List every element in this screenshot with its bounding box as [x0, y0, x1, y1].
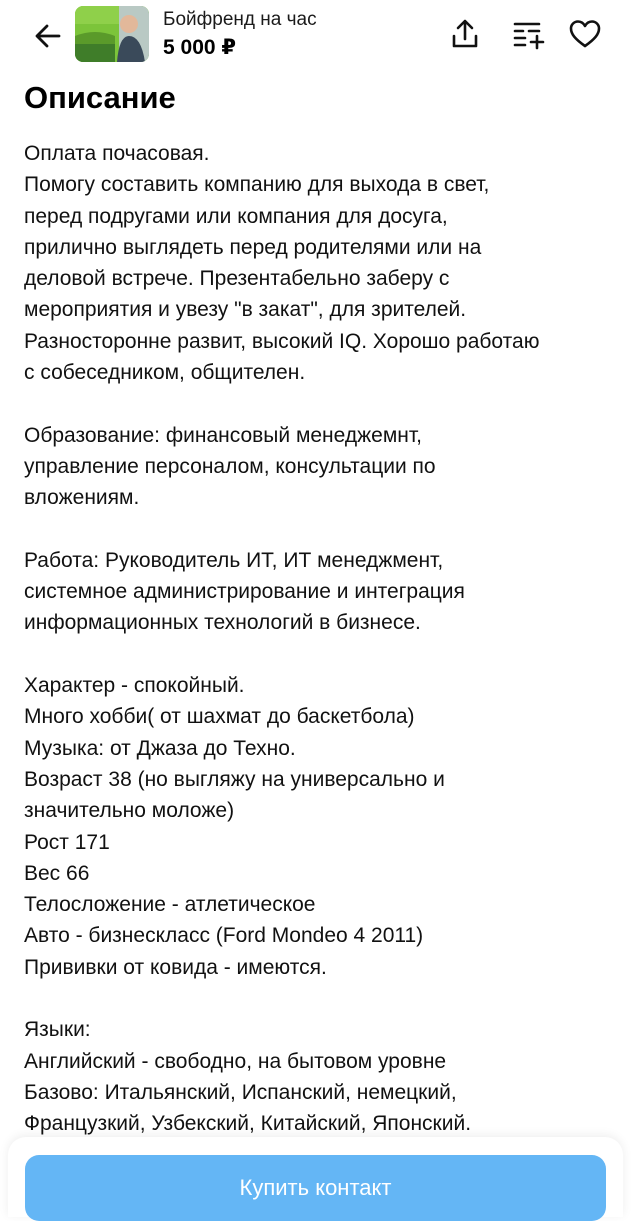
description-line: прилично выглядеть перед родителями или на — [24, 235, 482, 259]
description-line: Прививки от ковида - имеются. — [24, 955, 327, 979]
description-line: мероприятия и увезу "в закат", для зрителей. — [24, 298, 467, 322]
description-line: информационных технологий в бизнесе. — [24, 611, 421, 635]
description-line: Оплата почасовая. — [24, 142, 210, 165]
heart-icon — [568, 18, 602, 50]
description-line: вложениям. — [24, 486, 140, 510]
description-title: Описание — [24, 80, 176, 115]
compare-button[interactable] — [511, 16, 547, 52]
description-line: Французкий, Узбекский, Китайский, Японский. — [24, 1112, 472, 1136]
description-line: Английский - свободно, на бытовом уровне — [24, 1049, 447, 1073]
description-line: Авто - бизнескласс (Ford Mondeo 4 2011) — [24, 924, 424, 948]
description-line: Базово: Итальянский, Испанский, немецкий, — [24, 1080, 457, 1104]
listing-thumbnail[interactable] — [75, 6, 149, 62]
buy-contact-button[interactable]: Купить контакт — [25, 1155, 606, 1221]
description-line: Много хобби( от шахмат до баскетбола) — [24, 705, 415, 729]
description-line: Вес 66 — [24, 861, 90, 885]
description-line: Возраст 38 (но выгляжу на универсально и — [24, 767, 445, 791]
description-line: Помогу составить компанию для выхода в свет, — [24, 173, 490, 197]
description-spacer — [24, 983, 624, 1014]
description-line: Рост 171 — [24, 830, 110, 854]
description-line: Музыка: от Джаза до Техно. — [24, 736, 296, 760]
description-line: Характер - спокойный. — [24, 674, 245, 698]
listing-price: 5 000 ₽ — [163, 36, 236, 59]
description-line: Образование: финансовый менеджемнт, — [24, 423, 423, 447]
back-button[interactable] — [30, 18, 66, 54]
description-line: управление персоналом, консультации по — [24, 454, 436, 478]
favorite-button[interactable] — [567, 16, 603, 52]
listing-photo — [75, 6, 149, 62]
description-spacer — [24, 514, 624, 545]
description-line: с собеседником, общителен. — [24, 361, 306, 385]
compare-list-icon — [512, 18, 546, 50]
description-line: деловой встрече. Презентабельно заберу с — [24, 267, 450, 291]
share-button[interactable] — [447, 16, 483, 52]
arrow-left-icon — [34, 22, 62, 50]
share-icon — [449, 18, 481, 50]
description-line: Языки: — [24, 1018, 91, 1042]
description-line: Работа: Руководитель ИТ, ИТ менеджмент, — [24, 548, 444, 572]
description-line: перед подругами или компания для досуга, — [24, 204, 448, 228]
description-line: системное администрирование и интеграция — [24, 580, 465, 604]
description-line: Разносторонне развит, высокий IQ. Хорошо работаю — [24, 329, 540, 353]
description-spacer — [24, 388, 624, 419]
top-bar — [0, 0, 631, 72]
description-line: значительно моложе) — [24, 799, 235, 823]
listing-title[interactable]: Бойфренд на час — [163, 9, 317, 30]
description-spacer — [24, 639, 624, 670]
bottom-action-bar — [8, 1137, 623, 1217]
description-line: Телосложение - атлетическое — [24, 893, 316, 917]
description-text — [24, 138, 624, 1140]
